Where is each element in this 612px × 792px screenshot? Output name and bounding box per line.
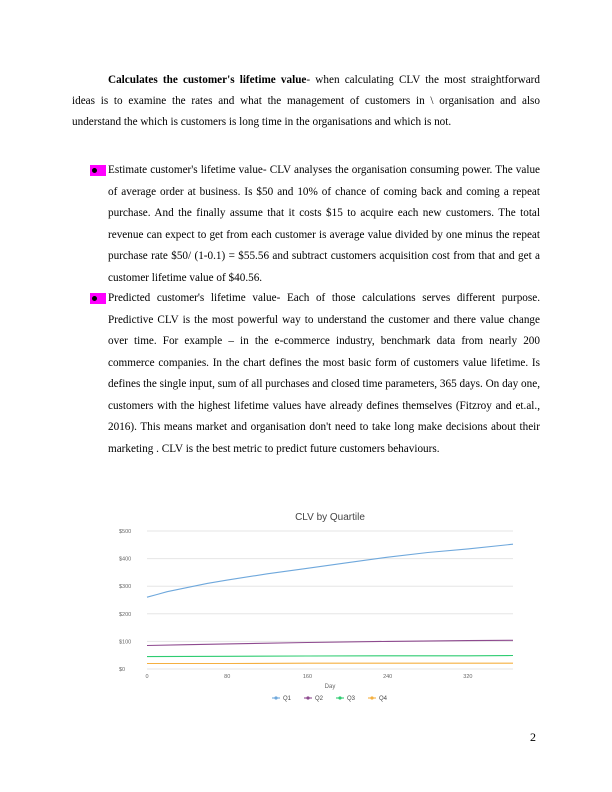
x-tick-label: 0 — [145, 674, 149, 680]
legend-marker — [338, 696, 341, 699]
legend-marker — [274, 696, 277, 699]
chart-svg — [105, 505, 525, 705]
intro-paragraph — [72, 70, 540, 133]
x-tick-label: 80 — [224, 674, 231, 680]
y-tick-label: $500 — [119, 529, 132, 535]
x-tick-label: 240 — [383, 674, 393, 680]
chart-title: CLV by Quartile — [295, 512, 365, 523]
x-tick-label: 320 — [463, 674, 473, 680]
legend-label: Q3 — [347, 696, 356, 702]
clv-chart — [105, 505, 525, 705]
series-line-q3 — [147, 656, 513, 657]
legend-marker — [370, 696, 373, 699]
bullet-marker — [90, 165, 106, 176]
page-number: 2 — [530, 730, 536, 744]
x-axis-label: Day — [324, 684, 336, 690]
paragraph-text: - when calculating CLV the most straightforward ideas is to examine the rates and what the management of customers in \ organisation and also understand the which is customers is long time in the organisations and which is not. — [72, 74, 540, 128]
y-tick-label: $300 — [119, 584, 132, 591]
series-line-q1 — [147, 544, 513, 597]
legend-label: Q1 — [283, 696, 292, 702]
bullet-item — [90, 160, 540, 289]
y-tick-label: $400 — [119, 556, 132, 563]
x-tick-label: 160 — [302, 674, 313, 680]
bullet-marker — [90, 293, 106, 304]
bullet-item — [90, 288, 540, 460]
bullet-text: Estimate customer's lifetime value- CLV analyses the organisation consuming power. The value of average order at business. Is $50 and 10% of chance of coming back and coming a repeat purchase. And the finally assume that it costs $15 to acquire each new customers. The total revenue can expect to get from each customer is average value divided by one minus the repeat purchase rate $50/ (1-0.1) = $55.56 and subtract customers acquisition cost from that and get a customer lifetime value of $40.56. — [108, 164, 540, 284]
y-tick-label: $0 — [119, 667, 126, 673]
legend-marker — [306, 696, 309, 699]
bullet-text: Predicted customer's lifetime value- Each of those calculations serves different purpose. Predictive CLV is the most powerful way to understand the customer and there value change over time. For example – in the e-commerce industry, benchmark data from nearly 200 commerce companies. In the chart defines the most basic form of customers value lifetime. Is defines the single input, sum of all purchases and closed time parameters, 365 days. On day one, customers with the highest lifetime values have already defines themselves (Fitzroy and et.al., 2016). This means market and organisation don't need to take long make decisions about their marketing . CLV is the best metric to predict future customers behaviours. — [108, 292, 540, 455]
y-tick-label: $200 — [119, 611, 132, 618]
paragraph-heading: Calculates the customer's lifetime value — [108, 74, 307, 86]
legend-label: Q4 — [379, 696, 388, 702]
legend-label: Q2 — [315, 696, 324, 702]
y-tick-label: $100 — [119, 639, 132, 646]
